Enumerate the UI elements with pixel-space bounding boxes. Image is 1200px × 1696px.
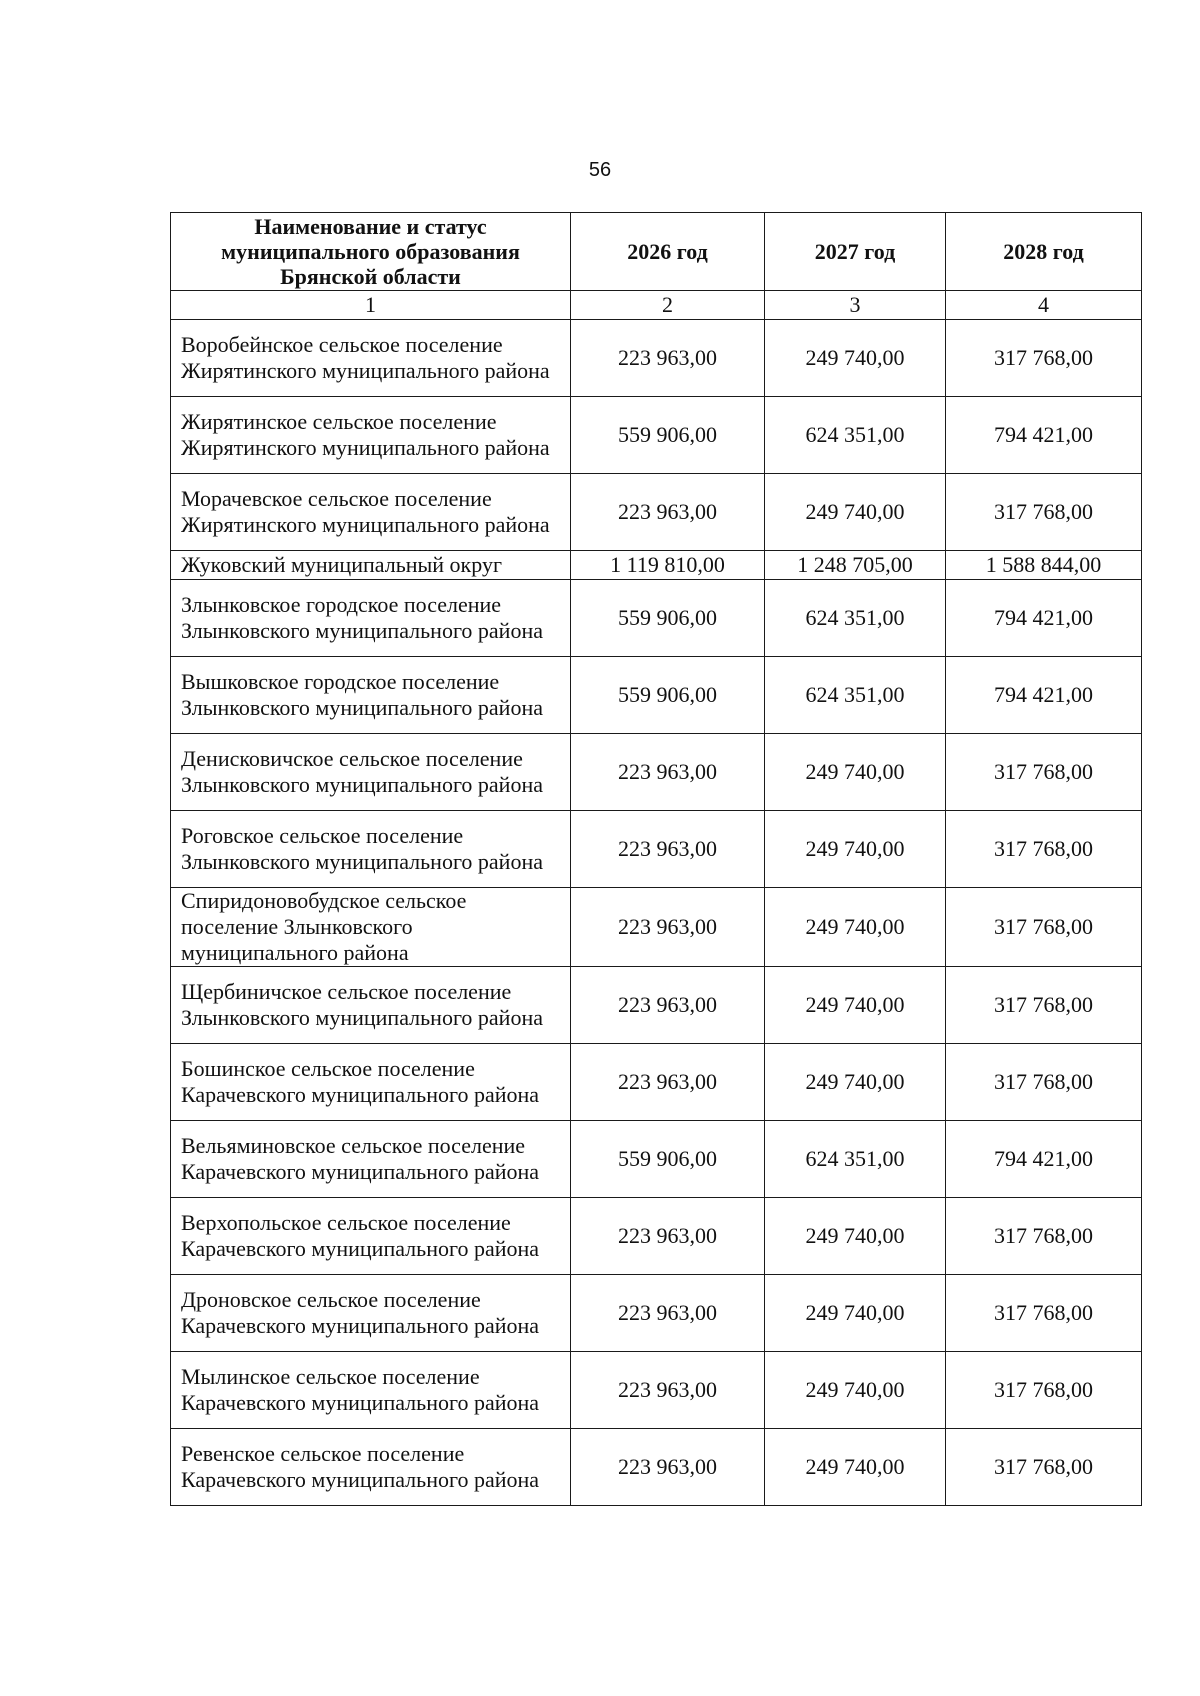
value-2028: 317 768,00 (946, 1429, 1142, 1506)
table-row (171, 1352, 1142, 1429)
value-2026: 223 963,00 (571, 1429, 765, 1506)
table-row (171, 1429, 1142, 1506)
row-name: Спиридоновобудское сельское поселение Злынковского муниципального района (171, 888, 571, 967)
value-2027: 249 740,00 (765, 734, 946, 811)
value-2028: 317 768,00 (946, 1044, 1142, 1121)
value-2026: 559 906,00 (571, 580, 765, 657)
value-2027: 624 351,00 (765, 657, 946, 734)
value-2026: 223 963,00 (571, 474, 765, 551)
value-2026: 559 906,00 (571, 397, 765, 474)
table-row (171, 967, 1142, 1044)
header-2028: 2028 год (946, 213, 1142, 291)
row-name: Вышковское городское поселение Злынковского муниципального района (171, 657, 571, 734)
row-name: Роговское сельское поселение Злынковского муниципального района (171, 811, 571, 888)
value-2026: 223 963,00 (571, 967, 765, 1044)
value-2028: 317 768,00 (946, 967, 1142, 1044)
value-2027: 249 740,00 (765, 320, 946, 397)
table-row (171, 1198, 1142, 1275)
value-2027: 249 740,00 (765, 1198, 946, 1275)
row-name: Ревенское сельское поселение Карачевского муниципального района (171, 1429, 571, 1506)
value-2026: 559 906,00 (571, 657, 765, 734)
value-2028: 794 421,00 (946, 657, 1142, 734)
value-2028: 317 768,00 (946, 888, 1142, 967)
value-2028: 317 768,00 (946, 734, 1142, 811)
row-name: Злынковское городское поселение Злынковского муниципального района (171, 580, 571, 657)
value-2028: 317 768,00 (946, 320, 1142, 397)
value-2026: 223 963,00 (571, 1198, 765, 1275)
header-2026: 2026 год (571, 213, 765, 291)
column-number-4: 4 (946, 291, 1142, 320)
column-number-row (171, 291, 1142, 320)
value-2028: 794 421,00 (946, 580, 1142, 657)
value-2026: 223 963,00 (571, 734, 765, 811)
value-2028: 794 421,00 (946, 397, 1142, 474)
value-2027: 624 351,00 (765, 580, 946, 657)
table-row (171, 734, 1142, 811)
table-row (171, 888, 1142, 967)
table-row (171, 811, 1142, 888)
table-row (171, 1275, 1142, 1352)
value-2027: 249 740,00 (765, 474, 946, 551)
value-2028: 1 588 844,00 (946, 551, 1142, 580)
row-name: Верхопольское сельское поселение Карачевского муниципального района (171, 1198, 571, 1275)
value-2027: 249 740,00 (765, 811, 946, 888)
value-2026: 223 963,00 (571, 1352, 765, 1429)
value-2027: 1 248 705,00 (765, 551, 946, 580)
table-row (171, 580, 1142, 657)
value-2027: 249 740,00 (765, 1044, 946, 1121)
value-2027: 624 351,00 (765, 397, 946, 474)
value-2027: 249 740,00 (765, 888, 946, 967)
value-2028: 317 768,00 (946, 1352, 1142, 1429)
page-number: 56 (588, 159, 612, 181)
value-2028: 794 421,00 (946, 1121, 1142, 1198)
value-2026: 223 963,00 (571, 320, 765, 397)
value-2028: 317 768,00 (946, 474, 1142, 551)
column-number-1: 1 (171, 291, 571, 320)
table-row (171, 1044, 1142, 1121)
value-2027: 249 740,00 (765, 1352, 946, 1429)
table-row (171, 474, 1142, 551)
row-name: Воробейнское сельское поселение Жирятинского муниципального района (171, 320, 571, 397)
value-2027: 249 740,00 (765, 1275, 946, 1352)
budget-table (170, 212, 1142, 1506)
value-2028: 317 768,00 (946, 1275, 1142, 1352)
table-row (171, 397, 1142, 474)
row-name: Жирятинское сельское поселение Жирятинского муниципального района (171, 397, 571, 474)
value-2027: 249 740,00 (765, 1429, 946, 1506)
value-2028: 317 768,00 (946, 1198, 1142, 1275)
table-row (171, 320, 1142, 397)
column-number-3: 3 (765, 291, 946, 320)
value-2028: 317 768,00 (946, 811, 1142, 888)
table-row (171, 551, 1142, 580)
header-row (171, 213, 1142, 291)
value-2027: 249 740,00 (765, 967, 946, 1044)
header-name: Наименование и статус муниципального образования Брянской области (171, 213, 571, 291)
value-2026: 223 963,00 (571, 811, 765, 888)
row-name: Щербиничское сельское поселение Злынковского муниципального района (171, 967, 571, 1044)
value-2026: 1 119 810,00 (571, 551, 765, 580)
table-row (171, 1121, 1142, 1198)
row-name: Мылинское сельское поселение Карачевского муниципального района (171, 1352, 571, 1429)
row-name: Морачевское сельское поселение Жирятинского муниципального района (171, 474, 571, 551)
value-2026: 223 963,00 (571, 1044, 765, 1121)
row-name: Денисковичское сельское поселение Злынковского муниципального района (171, 734, 571, 811)
table-row (171, 657, 1142, 734)
value-2026: 559 906,00 (571, 1121, 765, 1198)
value-2026: 223 963,00 (571, 888, 765, 967)
row-name: Вельяминовское сельское поселение Карачевского муниципального района (171, 1121, 571, 1198)
value-2026: 223 963,00 (571, 1275, 765, 1352)
header-2027: 2027 год (765, 213, 946, 291)
column-number-2: 2 (571, 291, 765, 320)
row-name: Дроновское сельское поселение Карачевского муниципального района (171, 1275, 571, 1352)
row-name: Бошинское сельское поселение Карачевского муниципального района (171, 1044, 571, 1121)
value-2027: 624 351,00 (765, 1121, 946, 1198)
row-name: Жуковский муниципальный округ (171, 551, 571, 580)
